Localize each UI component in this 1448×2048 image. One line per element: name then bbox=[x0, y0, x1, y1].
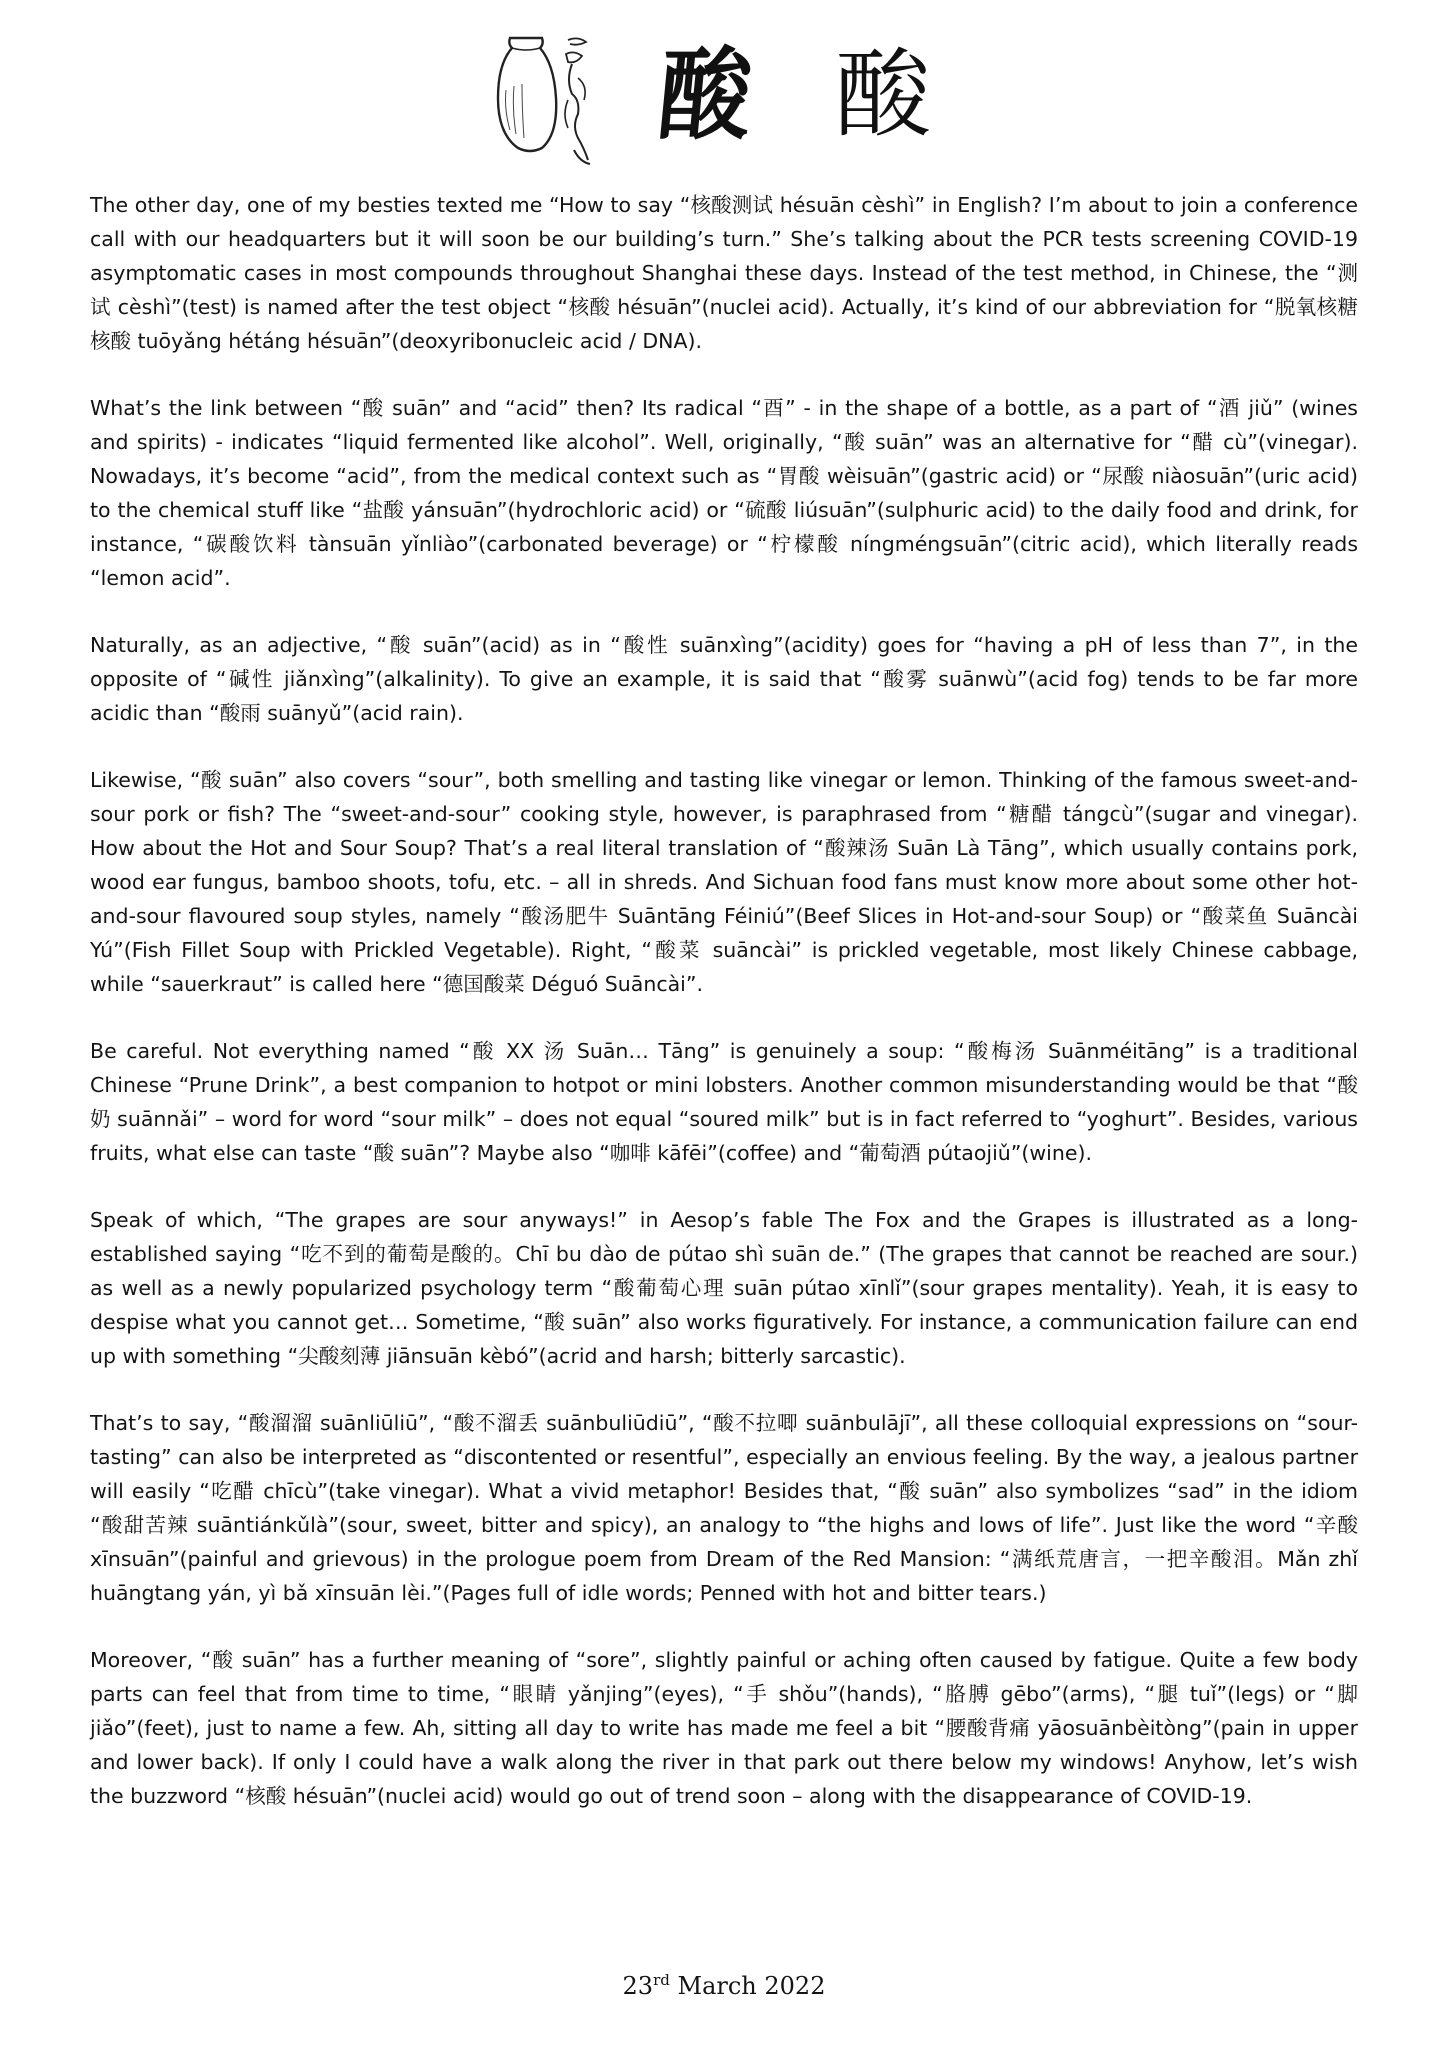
date-suffix: rd bbox=[653, 1971, 670, 1989]
date-day: 23 bbox=[622, 1972, 654, 2000]
seal-script-character: 酸 bbox=[653, 36, 758, 154]
article-body bbox=[90, 188, 1358, 1846]
paragraph: Speak of which, “The grapes are sour anyways!” in Aesop’s fable The Fox and the Grapes is illustrated as a long-established saying “吃不到的葡萄是酸的。Chī bu dào de pútao shì suān de.” (The grapes that cannot be reached are sour.) as well as a newly popularized psychology term “酸葡萄心理 suān pútao xīnlǐ”(sour grapes mentality). Yeah, it is easy to despise what you cannot get… Sometime, “酸 suān” also works figuratively. For instance, a communication failure can end up with something “尖酸刻薄 jiānsuān kèbó”(acrid and harsh; bitterly sarcastic). bbox=[90, 1208, 1358, 1368]
paragraph: That’s to say, “酸溜溜 suānliūliū”, “酸不溜丢 suānbuliūdiū”, “酸不拉唧 suānbulājī”, all these colloquial expressions on “sour-tasting” can also be interpreted as “discontented or resentful”, especially an envious feeling. By the way, a jealous partner will easily “吃醋 chīcù”(take vinegar). What a vivid metaphor! Besides that, “酸 suān” also symbolizes “sad” in the idiom “酸甜苦辣 suāntiánkǔlà”(sour, sweet, bitter and spicy), an analogy to “the highs and lows of life”. Just like the word “辛酸 xīnsuān”(painful and grievous) in the prologue poem from Dream of the Red Mansion: “满纸荒唐言，一把辛酸泪。Mǎn zhǐ huāngtang yán, yì bǎ xīnsuān lèi.”(Pages full of idle words; Penned with hot and bitter tears.) bbox=[90, 1411, 1358, 1605]
paragraph: Naturally, as an adjective, “酸 suān”(acid) as in “酸性 suānxìng”(acidity) goes for “having a pH of less than 7”, in the opposite of “碱性 jiǎnxìng”(alkalinity). To give an example, it is said that “酸雾 suānwù”(acid fog) tends to be far more acidic than “酸雨 suānyǔ”(acid rain). bbox=[90, 633, 1358, 725]
header bbox=[0, 30, 1448, 170]
paragraph: Moreover, “酸 suān” has a further meaning of “sore”, slightly painful or aching often caused by fatigue. Quite a few body parts can feel that from time to time, “眼睛 yǎnjing”(eyes), “手 shǒu”(hands), “胳膊 gēbo”(arms), “腿 tuǐ”(legs) or “脚 jiǎo”(feet), just to name a few. Ah, sitting all day to write has made me feel a bit “腰酸背痛 yāosuānbèitòng”(pain in upper and lower back). If only I could have a walk along the river in that park out there below my windows! Anyhow, let’s wish the buzzword “核酸 hésuān”(nuclei acid) would go out of trend soon – along with the disappearance of COVID-19. bbox=[90, 1648, 1358, 1808]
date-month-year: March 2022 bbox=[677, 1972, 826, 2000]
paragraph: The other day, one of my besties texted me “How to say “核酸测试 hésuān cèshì” in English? I’m about to join a conference call with our headquarters but it will soon be our building’s turn.” She’s talking about the PCR tests screening COVID-19 asymptomatic cases in most compounds throughout Shanghai these days. Instead of the test method, in Chinese, the “测试 cèshì”(test) is named after the test object “核酸 hésuān”(nuclei acid). Actually, it’s kind of our abbreviation for “脱氧核糖核酸 tuōyǎng hétáng hésuān”(deoxyribonucleic acid / DNA). bbox=[90, 193, 1358, 353]
paragraph: What’s the link between “酸 suān” and “acid” then? Its radical “酉” - in the shape of a bottle, as a part of “酒 jiǔ” (wines and spirits) - indicates “liquid fermented like alcohol”. Well, originally, “酸 suān” was an alternative for “醋 cù”(vinegar). Nowadays, it’s become “acid”, from the medical context such as “胃酸 wèisuān”(gastric acid) or “尿酸 niàosuān”(uric acid) to the chemical stuff like “盐酸 yánsuān”(hydrochloric acid) or “硫酸 liúsuān”(sulphuric acid) to the daily food and drink, for instance, “碳酸饮料 tànsuān yǐnliào”(carbonated beverage) or “柠檬酸 níngméngsuān”(citric acid), which literally reads “lemon acid”. bbox=[90, 396, 1358, 590]
modern-character: 酸 bbox=[835, 39, 931, 151]
bottle-and-figure-illustration bbox=[488, 30, 598, 170]
paragraph: Likewise, “酸 suān” also covers “sour”, both smelling and tasting like vinegar or lemon. Thinking of the famous sweet-and-sour pork or fish? The “sweet-and-sour” cooking style, however, is paraphrased from “糖醋 tángcù”(sugar and vinegar). How about the Hot and Sour Soup? That’s a real literal translation of “酸辣汤 Suān Là Tāng”, which usually contains pork, wood ear fungus, bamboo shoots, tofu, etc. – all in shreds. And Sichuan food fans must know more about some other hot-and-sour flavoured soup styles, namely “酸汤肥牛 Suāntāng Féiniú”(Beef Slices in Hot-and-sour Soup) or “酸菜鱼 Suāncài Yú”(Fish Fillet Soup with Prickled Vegetable). Right, “酸菜 suāncài” is prickled vegetable, most likely Chinese cabbage, while “sauerkraut” is called here “德国酸菜 Déguó Suāncài”. bbox=[90, 768, 1358, 996]
date-line bbox=[0, 1972, 1448, 2000]
paragraph: Be careful. Not everything named “酸 XX 汤 Suān… Tāng” is genuinely a soup: “酸梅汤 Suānméitāng” is a traditional Chinese “Prune Drink”, a best companion to hotpot or mini lobsters. Another common misunderstanding would be that “酸奶 suānnǎi” – word for word “sour milk” – does not equal “soured milk” but is in fact referred to “yoghurt”. Besides, various fruits, what else can taste “酸 suān”? Maybe also “咖啡 kāfēi”(coffee) and “葡萄酒 pútaojiǔ”(wine). bbox=[90, 1039, 1358, 1165]
